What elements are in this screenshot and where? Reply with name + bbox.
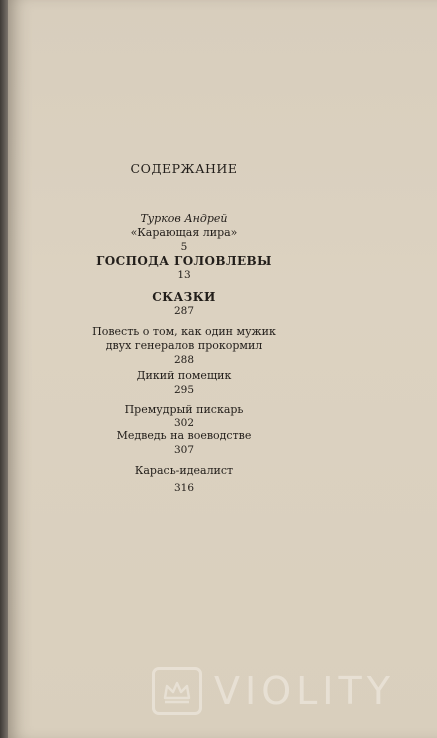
- toc-entry-author: Турков Андрей: [140, 212, 228, 225]
- toc-entry-page: 5: [180, 241, 188, 253]
- toc-entry-page: 287: [173, 305, 195, 317]
- toc-entry-page: 307: [173, 444, 195, 456]
- toc-entry-karas: Карась-идеалист: [134, 464, 234, 477]
- watermark-text: VIOLITY: [214, 669, 395, 713]
- toc-entry-premudry-piskar: Премудрый пискарь: [124, 403, 244, 416]
- table-of-contents: [8, 0, 437, 738]
- toc-entry-page: 13: [177, 269, 191, 281]
- toc-entry-skazki: СКАЗКИ: [152, 290, 216, 304]
- toc-entry-page: 288: [173, 354, 195, 366]
- toc-entry-essay-title: «Карающая лира»: [130, 226, 238, 239]
- toc-entry-page: 302: [173, 417, 195, 429]
- toc-entry-povest-line2: двух генералов прокормил: [105, 339, 263, 352]
- toc-entry-page: 295: [173, 384, 195, 396]
- crown-icon: [152, 667, 202, 715]
- toc-title: СОДЕРЖАНИЕ: [130, 161, 238, 176]
- toc-entry-povest-line1: Повесть о том, как один мужик: [92, 325, 276, 338]
- watermark: [152, 664, 422, 720]
- toc-entry-golovlevy: ГОСПОДА ГОЛОВЛЕВЫ: [96, 254, 272, 268]
- book-page: [8, 0, 437, 738]
- toc-entry-page: 316: [173, 482, 195, 494]
- toc-entry-dikiy-pomeshchik: Дикий помещик: [136, 369, 232, 382]
- toc-entry-medved: Медведь на воеводстве: [116, 429, 252, 442]
